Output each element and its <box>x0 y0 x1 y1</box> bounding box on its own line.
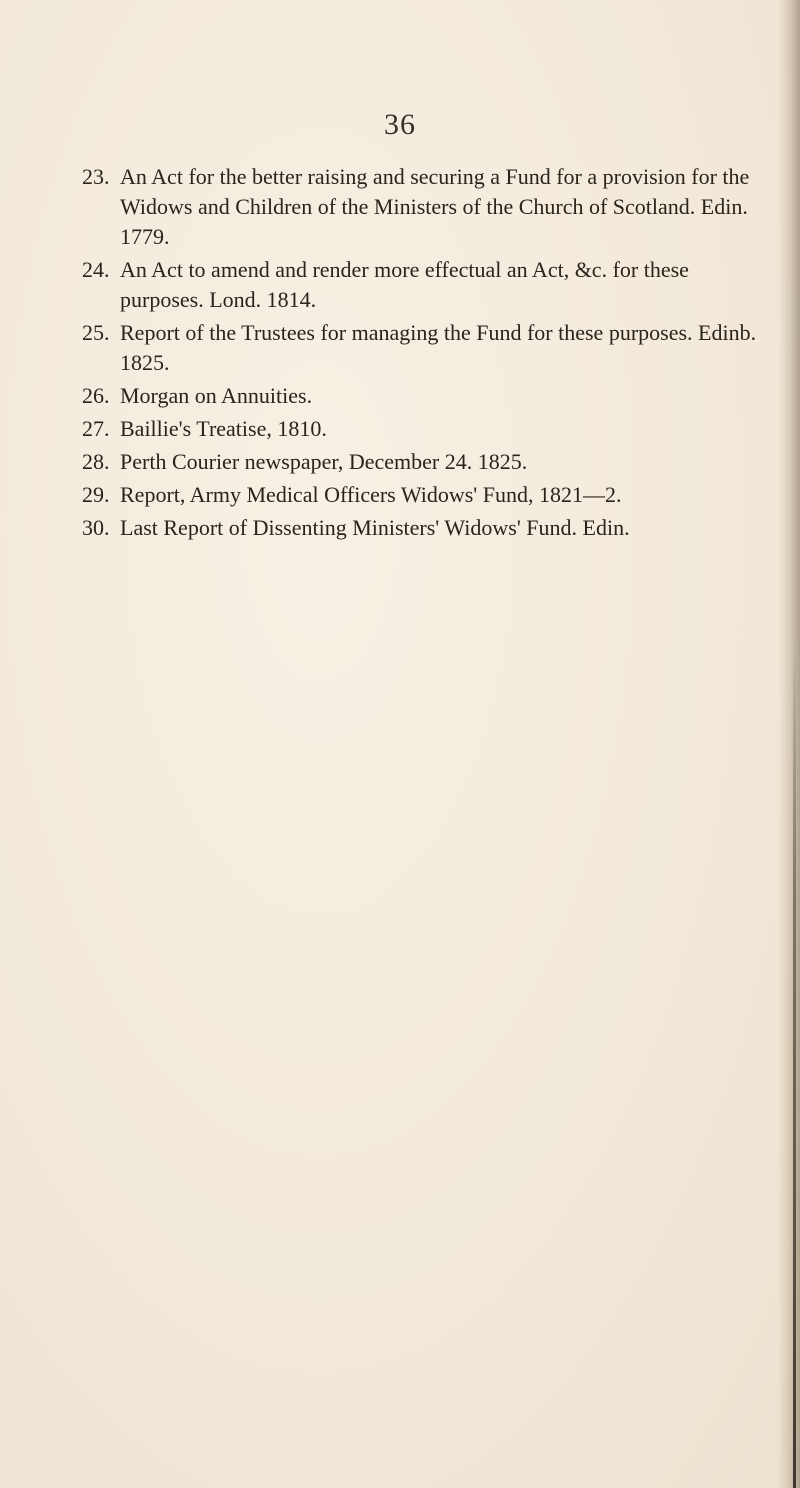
list-item <box>82 414 772 444</box>
entry-text: Report of the Trustees for managing the Fund for these purposes. Edinb. 1825. <box>120 320 757 375</box>
entry-text: Report, Army Medical Officers Widows' Fund, 1821—2. <box>120 482 622 507</box>
list-item <box>82 447 772 477</box>
entry-text: Baillie's Treatise, 1810. <box>120 416 327 441</box>
list-item <box>82 255 772 315</box>
list-item <box>82 381 772 411</box>
list-item <box>82 513 772 543</box>
entry-number: 28. <box>82 449 110 474</box>
reference-list <box>82 162 772 546</box>
page-number: 36 <box>384 108 416 141</box>
entry-text: Perth Courier newspaper, December 24. 1825. <box>120 449 528 474</box>
entry-number: 30. <box>82 515 110 540</box>
entry-text: Last Report of Dissenting Ministers' Widows' Fund. Edin. <box>120 515 630 540</box>
entry-text: An Act for the better raising and securing a Fund for a provision for the Widows and Children of the Ministers of the Church of Scotland. Edin. 1779. <box>120 164 750 249</box>
entry-text: Morgan on Annuities. <box>120 383 313 408</box>
entry-number: 27. <box>82 416 110 441</box>
page-edge-line <box>793 640 796 1488</box>
entry-number: 25. <box>82 320 110 345</box>
list-item <box>82 480 772 510</box>
entry-number: 29. <box>82 482 110 507</box>
entry-number: 23. <box>82 164 110 189</box>
entry-text: An Act to amend and render more effectual an Act, &c. for these purposes. Lond. 1814. <box>120 257 689 312</box>
page-edge-shadow <box>778 0 800 1488</box>
list-item <box>82 162 772 252</box>
entry-number: 24. <box>82 257 110 282</box>
list-item <box>82 318 772 378</box>
entry-number: 26. <box>82 383 110 408</box>
